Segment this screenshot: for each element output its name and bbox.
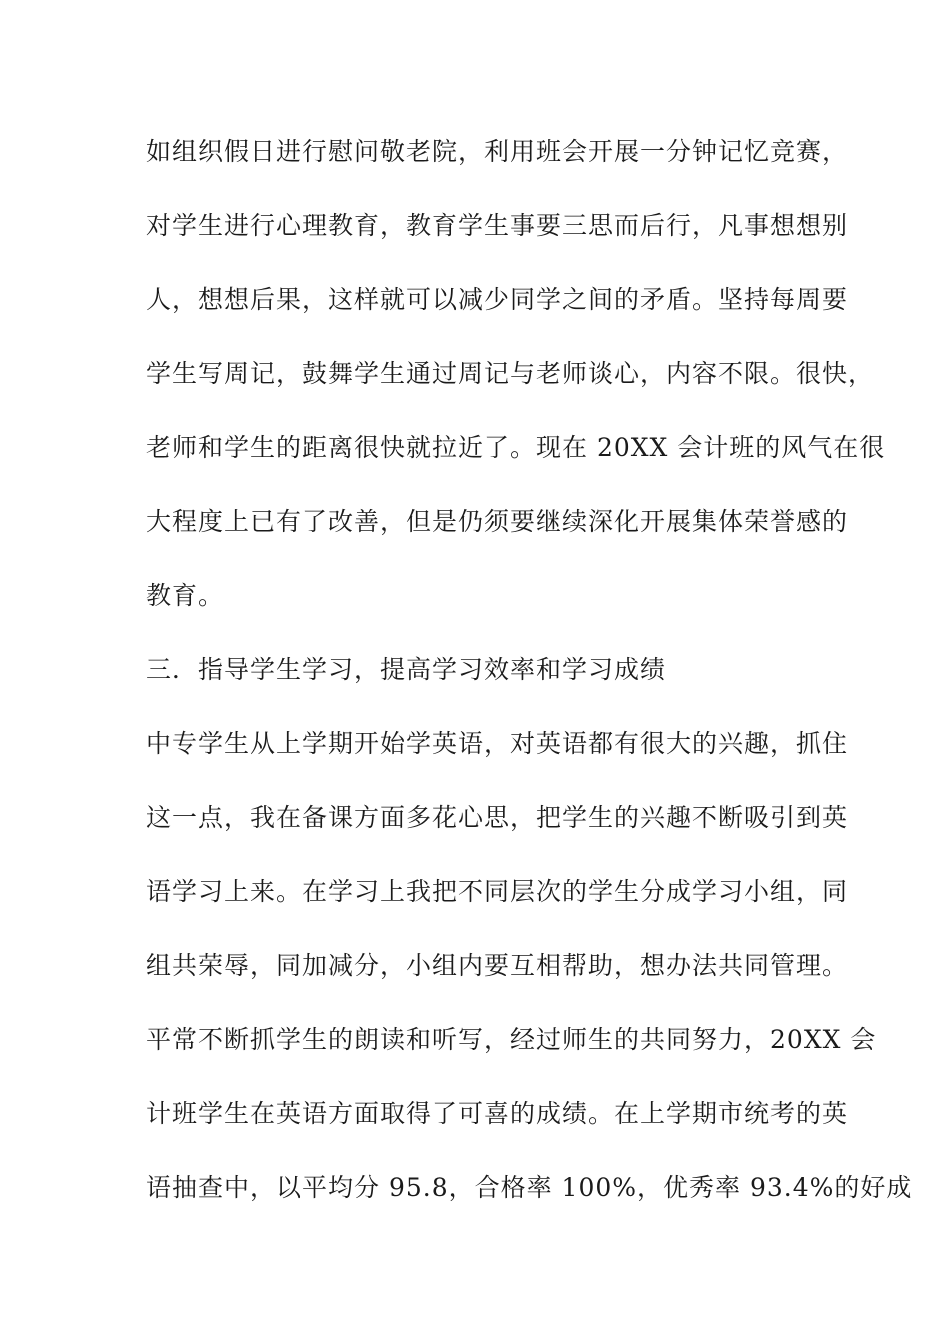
paragraph-line: 语学习上来。在学习上我把不同层次的学生分成学习小组，同 — [146, 877, 849, 906]
paragraph-line: 教育。 — [146, 581, 225, 610]
paragraph-line: 人，想想后果，这样就可以减少同学之间的矛盾。坚持每周要 — [146, 285, 849, 314]
paragraph-line: 组共荣辱，同加减分，小组内要互相帮助，想办法共同管理。 — [146, 951, 849, 980]
section-heading: 三．指导学生学习，提高学习效率和学习成绩 — [146, 655, 667, 684]
paragraph-line: 这一点，我在备课方面多花心思，把学生的兴趣不断吸引到英 — [146, 803, 849, 832]
paragraph-line: 对学生进行心理教育，教育学生事要三思而后行，凡事想想别 — [146, 211, 849, 240]
paragraph-line: 平常不断抓学生的朗读和听写，经过师生的共同努力，20XX 会 — [146, 1025, 877, 1054]
paragraph-line: 学生写周记，鼓舞学生通过周记与老师谈心，内容不限。很快， — [146, 359, 875, 388]
paragraph-line: 计班学生在英语方面取得了可喜的成绩。在上学期市统考的英 — [146, 1099, 849, 1128]
paragraph-line: 中专学生从上学期开始学英语，对英语都有很大的兴趣，抓住 — [146, 729, 849, 758]
paragraph-line: 大程度上已有了改善，但是仍须要继续深化开展集体荣誉感的 — [146, 507, 849, 536]
paragraph-line: 老师和学生的距离很快就拉近了。现在 20XX 会计班的风气在很 — [146, 433, 886, 462]
paragraph-line: 如组织假日进行慰问敬老院，利用班会开展一分钟记忆竞赛， — [146, 137, 849, 166]
paragraph-line: 语抽查中，以平均分 95.8，合格率 100%，优秀率 93.4%的好成 — [146, 1173, 913, 1202]
